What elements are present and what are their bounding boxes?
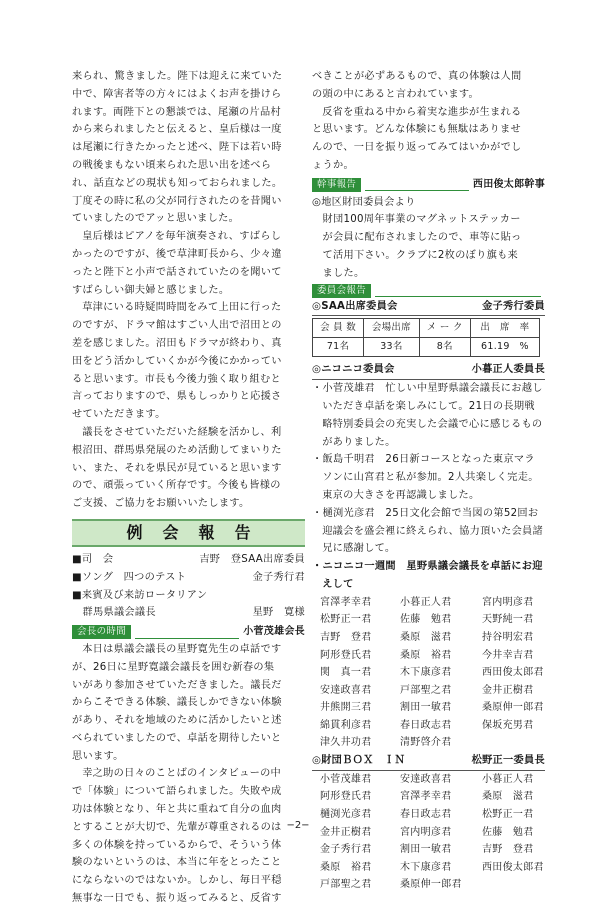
- text-line: 験のないというのは、本当に年をとったこと: [72, 857, 282, 869]
- text-line: 草津にいる時疑問時間をみて上田に行った: [82, 302, 282, 314]
- member-name: 吉野 登君: [320, 631, 372, 643]
- committee-name: ◎ニコニコ委員会: [312, 364, 395, 376]
- niko-item: ・飯島千明君 26日新コースとなった東京マラソンに山宮君と私が参加。2人共楽しく完走。東京の大きさを再認識しました。: [312, 454, 539, 501]
- president-section-header: [72, 623, 305, 641]
- niko-committee-heading: [312, 361, 545, 380]
- text-line: が会員に配布されましたので、車等に貼っ: [312, 232, 522, 244]
- committee-chair: 金子秀行委員: [482, 300, 545, 312]
- continued-paragraph: [312, 68, 545, 104]
- text-line: は尾瀬に行きたかったと述べ、陛下は若い時: [72, 142, 282, 154]
- text-line: ょうか。: [312, 159, 354, 171]
- member-name: 木下康彦君: [400, 667, 452, 679]
- program-person: 星野 寛様: [252, 607, 305, 619]
- text-line: とすることが大切で、先輩が尊重されるのは: [72, 821, 282, 833]
- member-name: 吉野 登君: [482, 844, 534, 856]
- member-name: 割田一敏君: [400, 702, 452, 714]
- text-line: いがあり参加させていただきました。議長だ: [72, 679, 282, 691]
- member-name: 金井正樹君: [320, 826, 372, 838]
- text-line: い、また、それを県民が見ていると思います: [72, 462, 282, 474]
- text-line: ていましたのでアッと思いました。: [72, 213, 240, 225]
- program-item: ■ソング 四つのテスト: [72, 571, 187, 583]
- text-line: が、26日に星野寛議会議長を囲む新春の集: [72, 661, 275, 673]
- member-name: 小暮正人君: [482, 773, 534, 785]
- text-line: 功は体験となり、年と共に重ねて自分の血肉: [72, 804, 282, 816]
- member-name: 桑原 滋君: [482, 791, 534, 803]
- text-line: て活用下さい。クラブに2枚のぼり旗も来: [312, 249, 519, 261]
- text-line: ので、頑張っていく所存です。今後も皆様の: [72, 480, 281, 492]
- niko-item: ・小菅茂雄君 忙しい中星野県議会議長にお越しいただき卓話を楽しみにして。21日の長期戦略特別委員会の充実した会議で心に感じるものがありました。: [312, 383, 543, 448]
- member-name: 安達政喜君: [400, 773, 452, 785]
- text-line: 財団100周年事業のマグネットステッカー: [312, 214, 521, 226]
- member-name: 金井正樹君: [482, 684, 534, 696]
- member-name: 春日政志君: [400, 719, 452, 731]
- program-row: [72, 587, 305, 605]
- member-name: 松野正一君: [482, 809, 534, 821]
- program-row: [72, 551, 305, 569]
- program-person: 吉野 登SAA出席委員: [199, 553, 305, 565]
- text-line: ご支援、ご協力をお願いいたします。: [72, 498, 250, 510]
- text-line: せていただきます。: [72, 409, 166, 421]
- program-list: [72, 551, 305, 622]
- table-cell: 61.19 %: [470, 338, 539, 357]
- member-name: 桑原 滋君: [400, 631, 452, 643]
- program-item: 群馬県議会議長: [72, 607, 156, 619]
- member-name: 綿貫利彦君: [320, 719, 372, 731]
- text-line: 根沼田、群馬県発展のため活動してまいりた: [72, 444, 282, 456]
- member-name: 阿形登氏君: [320, 649, 372, 661]
- member-name: 清野啓介君: [400, 737, 452, 749]
- niko-item: ・樋渕光彦君 25日文化会館で当図の第52回お迎議会を盛会裡に終えられ、協力頂いた会員諸兄に感謝して。: [312, 507, 544, 555]
- table-header-row: [313, 319, 540, 338]
- committee-name: ◎財団ＢＯＸ ＩＮ: [312, 755, 406, 767]
- box-name-list: [312, 771, 545, 894]
- member-name: 木下康彦君: [400, 861, 452, 873]
- text-line: べきことが必ずあるもので、真の体験は人間: [312, 71, 522, 82]
- text-line: があり、それを地域のために活かしたいと述: [72, 715, 282, 727]
- text-line: ったと陛下と小声で話されていたのを聞いて: [72, 266, 282, 278]
- member-name: 桑原伸一郎君: [482, 702, 544, 714]
- text-line: 多くの体験を持っているからで、そういう体: [72, 839, 282, 851]
- secretary-section-header: [312, 176, 545, 194]
- member-name: 小暮正人君: [400, 596, 452, 608]
- member-name: 桑原 裕君: [320, 861, 372, 873]
- program-item: ■来賓及び来訪ロータリアン: [72, 589, 208, 601]
- member-name: 西田俊太郎君: [482, 667, 544, 679]
- member-name: 割田一敏君: [400, 844, 452, 856]
- committee-name: ◎SAA出席委員会: [312, 300, 398, 312]
- niko-week-heading: ・ニコニコ一週間 星野県議会議長を卓話にお迎えして: [312, 561, 543, 590]
- text-line: 反省を重ねる中から着実な進歩が生まれる: [322, 106, 522, 118]
- member-name: 桑原伸一郎君: [400, 879, 462, 891]
- right-column: [312, 68, 545, 894]
- empress-paragraph: [72, 228, 305, 299]
- left-column: [72, 68, 305, 908]
- member-name: 桑原 裕君: [400, 649, 452, 661]
- text-line: 無事な一日でも、振り返ってみると、反省す: [72, 893, 282, 905]
- text-line: 言っておりますので、県もしっかりと応援さ: [72, 391, 282, 403]
- program-row: [72, 569, 305, 587]
- text-line: 丁度その時に私の父が同行されたのを昔聞い: [72, 195, 282, 207]
- meeting-report-banner: [72, 519, 305, 547]
- president-paragraph: [72, 641, 305, 766]
- member-name: 保坂充男君: [482, 719, 534, 731]
- secretary-report: [312, 194, 545, 283]
- text-line: 中で、障害者等の方々にはよくお声を掛けら: [72, 88, 282, 100]
- member-name: 宮澤孝幸君: [320, 596, 372, 608]
- section-tag: 委員会報告: [312, 284, 371, 298]
- member-name: 宮内明彦君: [482, 596, 534, 608]
- text-line: から来られましたと伝えると、皇后様は一度: [72, 124, 282, 136]
- reflection-paragraph: [312, 104, 545, 175]
- page-number: −2−: [286, 820, 310, 831]
- saa-committee-heading: [312, 298, 545, 317]
- text-line: の戦後まもない頃来られた思い出を述べら: [72, 159, 272, 171]
- text-line: の頭の中にあると言われています。: [312, 88, 479, 100]
- table-cell: 8名: [419, 338, 470, 357]
- text-line: れ、話直などの現状も知っておられました。: [72, 177, 283, 189]
- member-name: 小菅茂雄君: [320, 773, 372, 785]
- member-name: 金子秀行君: [320, 844, 372, 856]
- section-tag: 会長の時間: [72, 625, 131, 639]
- program-row: [72, 604, 305, 622]
- text-line: 差を感じました。沼田もドラマが終わり、真: [72, 337, 282, 349]
- member-name: 津久井功君: [320, 737, 372, 749]
- text-line: れます。両陛下との懇談では、尾瀬の片品村: [72, 106, 281, 118]
- text-line: ◎地区財団委員会より: [312, 196, 416, 208]
- member-name: 春日政志君: [400, 809, 452, 821]
- text-line: と思います。どんな体験にも無駄はありませ: [312, 124, 521, 136]
- member-name: 阿形登氏君: [320, 791, 372, 803]
- member-name: 佐藤 勉君: [482, 826, 534, 838]
- text-line: 田をどう活かしていくかが今後にかかってい: [72, 355, 282, 367]
- table-header: 出 席 率: [470, 319, 539, 338]
- text-line: 皇后様はピアノを毎年演奏され、すばらし: [82, 231, 282, 243]
- text-line: のですが、ドラマ館はすごい人出で沼田との: [72, 320, 282, 332]
- attendance-table: [312, 318, 540, 357]
- member-name: [482, 876, 554, 894]
- table-header: 会場出席: [364, 319, 420, 338]
- text-line: にならないのではないか。しかし、毎日平穏: [72, 875, 282, 887]
- member-name: 関 真一君: [320, 667, 372, 679]
- text-line: ると思います。市長も今後力強く取り組むと: [72, 373, 281, 385]
- table-cell: 33名: [364, 338, 420, 357]
- intro-paragraph: [72, 68, 305, 228]
- member-name: 松野正一君: [320, 614, 372, 626]
- text-line: んので、一日を振り返ってみてはいかがでし: [312, 142, 522, 154]
- section-speaker: 小菅茂雄会長: [243, 626, 305, 638]
- table-header: 会 員 数: [313, 319, 364, 338]
- experience-paragraph: [72, 765, 305, 907]
- member-name: 持谷明宏君: [482, 631, 534, 643]
- text-line: 来られ、驚きました。陛下は迎えに来ていた: [72, 71, 283, 82]
- table-header: メ ー ク: [419, 319, 470, 338]
- member-name: 佐藤 勉君: [400, 614, 452, 626]
- text-line: で「体験」について語られました。失敗や成: [72, 786, 282, 798]
- member-name: 今井幸吉君: [482, 649, 534, 661]
- text-line: べられていましたので、卓話を期待したいと: [72, 732, 282, 744]
- text-line: 幸之助の日々のことばのインタビューの中: [82, 768, 282, 780]
- member-name: 井熊開三君: [320, 702, 372, 714]
- member-name: 西田俊太郎君: [482, 861, 544, 873]
- text-line: かったのですが、後で草津町長から、少々違: [72, 248, 282, 260]
- program-person: 金子秀行君: [252, 571, 305, 583]
- numata-paragraph: [72, 299, 305, 424]
- member-name: 樋渕光彦君: [320, 809, 372, 821]
- divider: [365, 178, 469, 191]
- text-line: 本日は県議会議長の星野寛先生の卓話です: [82, 643, 282, 655]
- member-name: 安達政喜君: [320, 684, 372, 696]
- section-tag: 幹事報告: [312, 178, 361, 192]
- table-cell: 71名: [313, 338, 364, 357]
- member-name: [482, 734, 554, 752]
- program-item: ■司 会: [72, 553, 114, 565]
- member-name: 宮澤孝幸君: [400, 791, 452, 803]
- committee-chair: 松野正一委員長: [471, 755, 545, 767]
- committee-chair: 小暮正人委員長: [471, 364, 545, 376]
- divider: [135, 626, 239, 639]
- text-line: からこそできる体験、議長しかできない体験: [72, 697, 282, 709]
- member-name: 天野純一君: [482, 614, 534, 626]
- member-name: 戸部聖之君: [320, 879, 372, 891]
- banner-title: 例会報告: [126, 523, 271, 543]
- section-speaker: 西田俊太郎幹事: [472, 178, 545, 190]
- text-line: ました。: [312, 267, 365, 279]
- table-row: [313, 338, 540, 357]
- divider: [375, 284, 541, 297]
- member-name: 宮内明彦君: [400, 826, 452, 838]
- text-line: 思います。: [72, 750, 124, 762]
- member-name: 戸部聖之君: [400, 684, 452, 696]
- text-line: すばらしい御夫婦と感じました。: [72, 284, 230, 296]
- text-line: 議長をさせていただいた経験を活かし、利: [82, 426, 282, 438]
- foundation-box-heading: [312, 752, 545, 771]
- closing-paragraph: [72, 424, 305, 513]
- niko-name-list: [312, 594, 545, 752]
- committee-section-header: [312, 284, 545, 298]
